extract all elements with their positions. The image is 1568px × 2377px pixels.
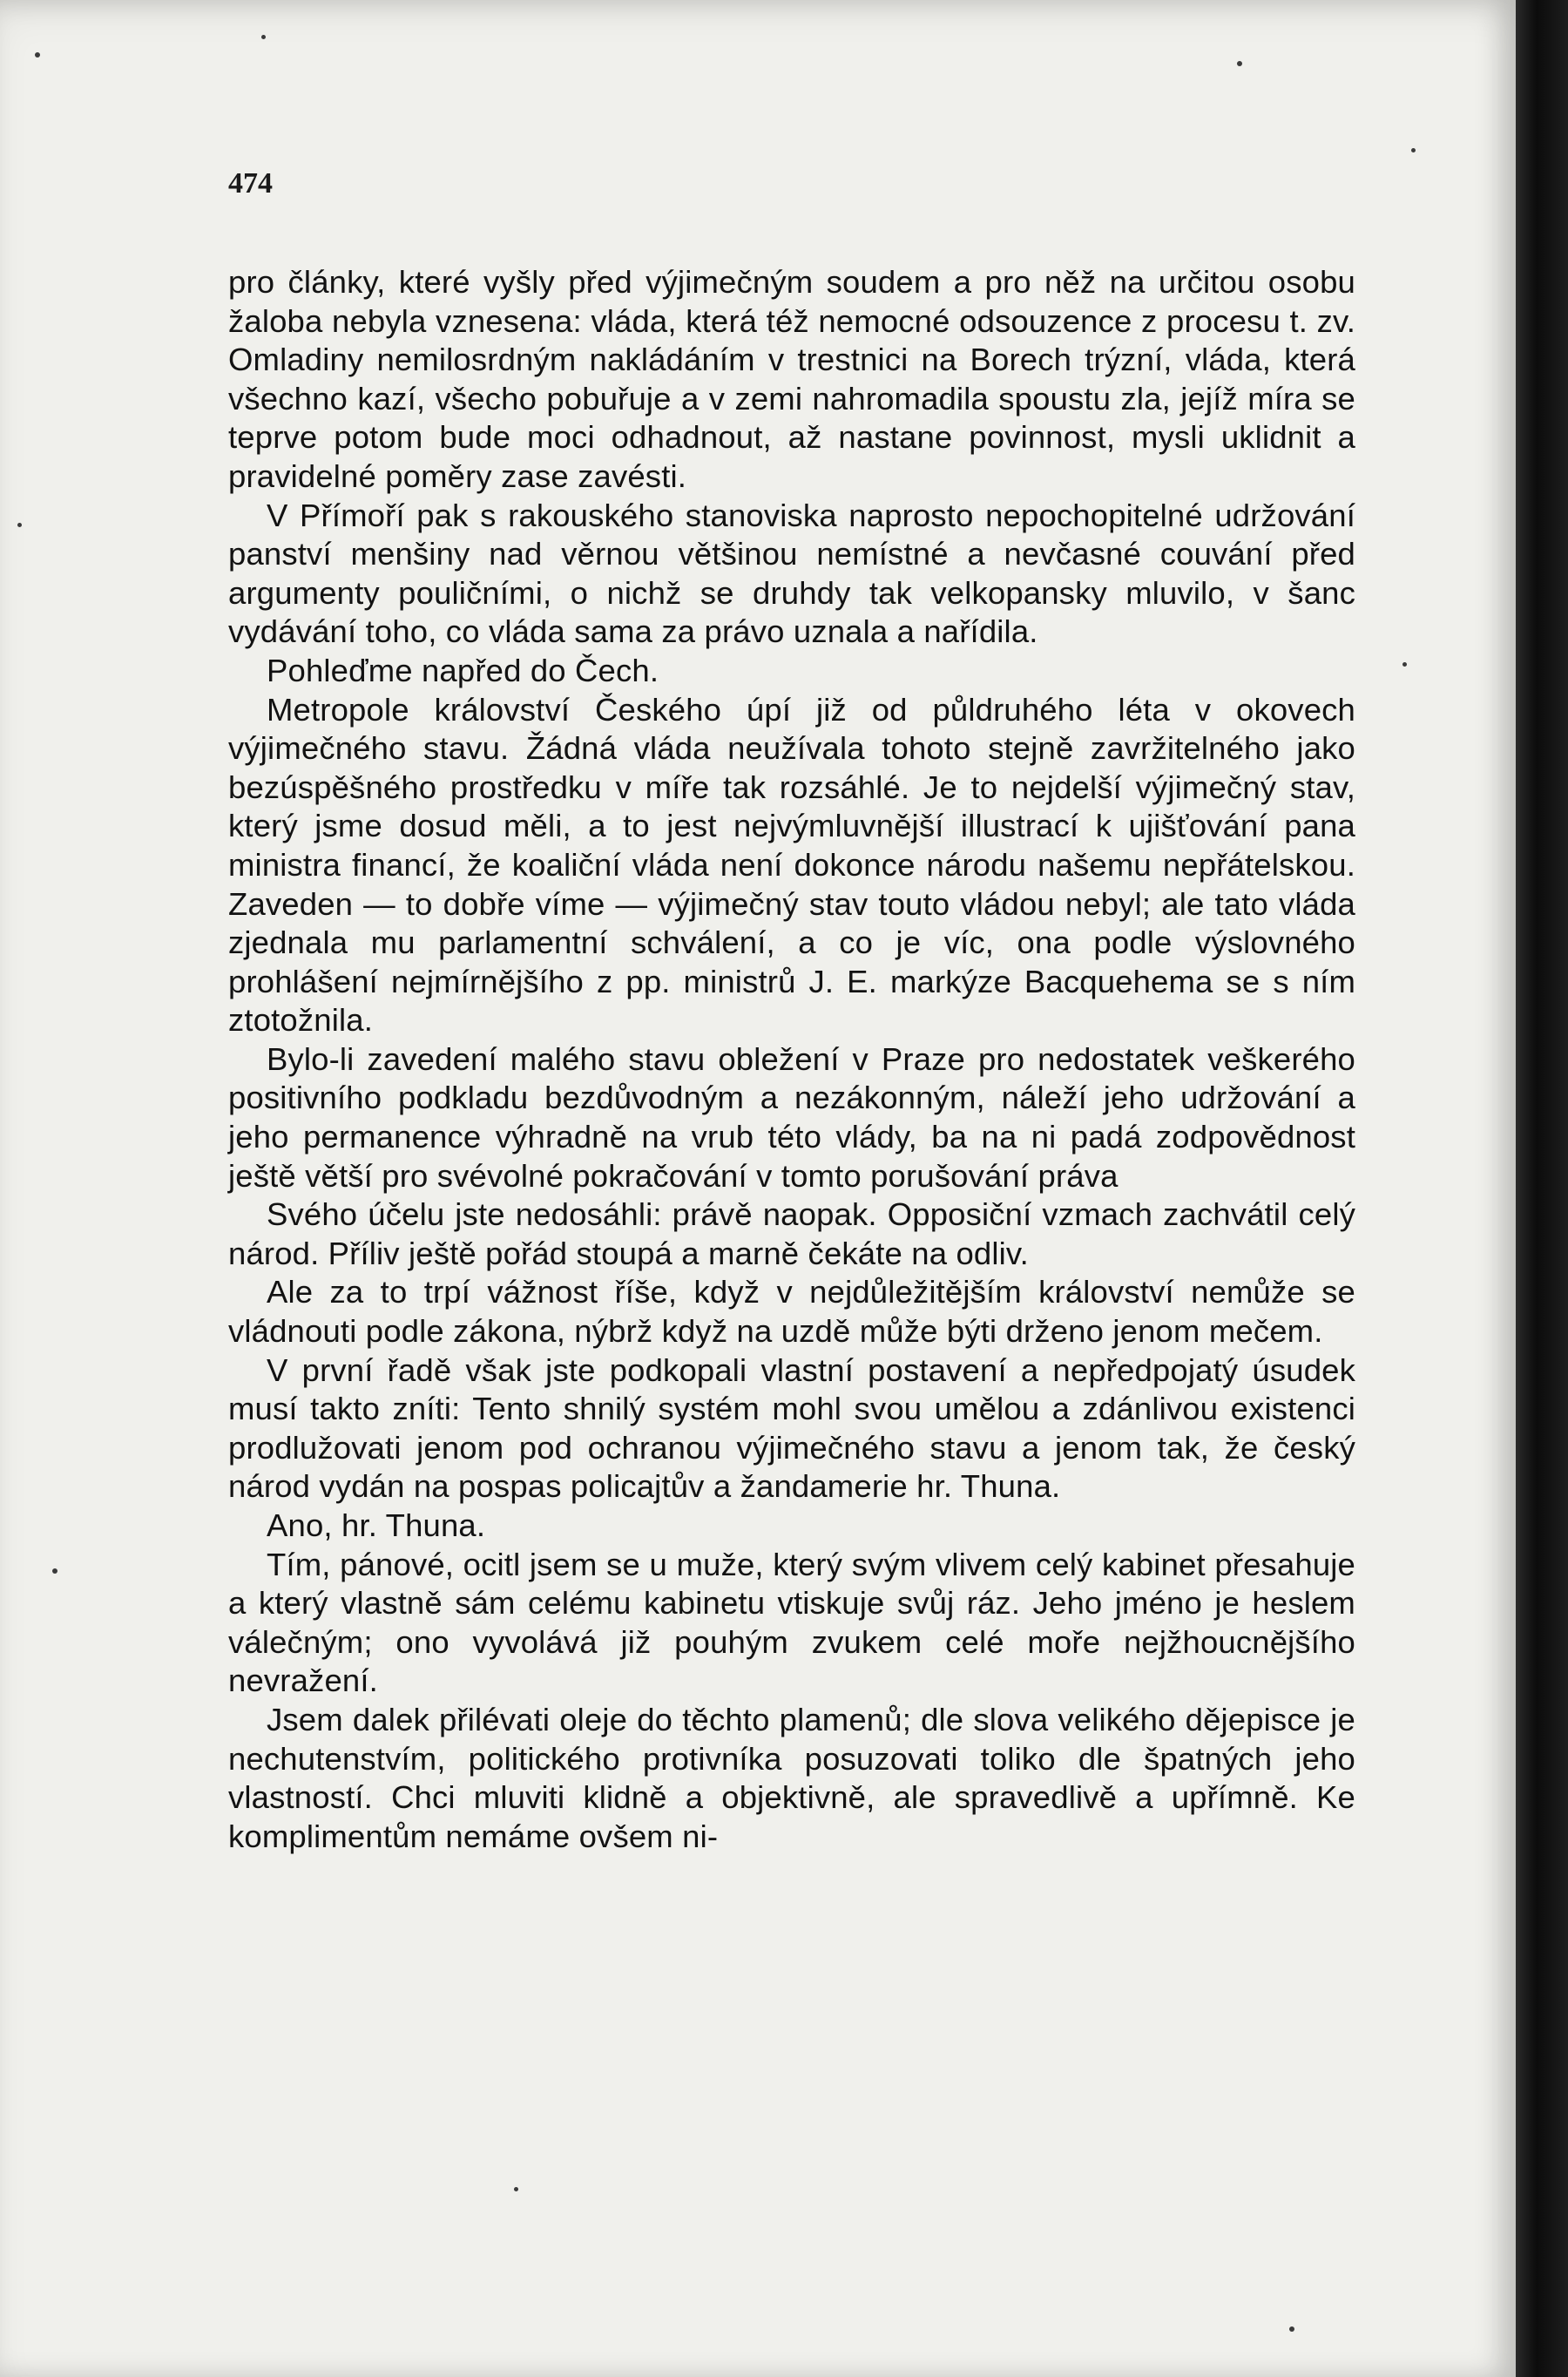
scan-speck (1402, 662, 1407, 667)
scan-speck (1237, 61, 1242, 66)
page-number: 474 (228, 167, 273, 200)
scan-speck (261, 35, 266, 39)
paragraph: Bylo-li zavedení malého stavu obležení v Praze pro nedostatek veškerého positivního podkladu bezdůvodným a nezákonným, náleží jeho udržování a jeho permanence výhradně na vrub této vlády, ba na ni padá zodpovědnost ještě větší pro svévolné pokračování v tomto porušování práva (228, 1040, 1355, 1194)
paragraph: Metropole království Českého úpí již od půldruhého léta v okovech výjimečného stavu. Žádná vláda neužívala tohoto stejně zavržitelného jako bezúspěšného prostředku v míře tak rozsáhlé. Je to nejdelší výjimečný stav, který jsme dosud měli, a to jest nejvýmluvnější illustrací k ujišťování pana ministra financí, že koaliční vláda není dokonce národu našemu nepřátelskou. Zaveden — to dobře víme — výjimečný stav touto vládou nebyl; ale tato vláda zjednala mu parlamentní schválení, a co je víc, ona podle výslovného prohlášení nejmírnějšího z pp. ministrů J. E. markýze Bacquehema se s ním ztotožnila. (228, 691, 1355, 1039)
scan-speck (1289, 2326, 1294, 2332)
paragraph: Ale za to trpí vážnost říše, když v nejdůležitějším království nemůže se vládnouti podle zákona, nýbrž když na uzdě může býti drženo jenom mečem. (228, 1274, 1355, 1350)
paragraph: Tím, pánové, ocitl jsem se u muže, který svým vlivem celý kabinet přesahuje a který vlastně sám celému kabinetu vtiskuje svůj ráz. Jeho jméno je heslem válečným; ono vyvolává již pouhým zvukem celé moře nejžhoucnějšího nevražení. (228, 1546, 1355, 1699)
scan-speck (514, 2187, 518, 2191)
paragraph: Jsem dalek přilévati oleje do těchto plamenů; dle slova velikého dějepisce je nechutenstvím, politického protivníka posuzovati toliko dle špatných jeho vlastností. Chci mluviti klidně a objektivně, ale spravedlivě a upřímně. Ke komplimentům nemáme ovšem ni- (228, 1701, 1355, 1854)
paragraph: Svého účelu jste nedosáhli: právě naopak. Opposiční vzmach zachvátil celý národ. Příliv ještě pořád stoupá a marně čekáte na odliv. (228, 1196, 1355, 1271)
paragraph: Ano, hr. Thuna. (267, 1507, 486, 1543)
scan-speck (1411, 148, 1416, 152)
page-shadow-edge (1516, 0, 1568, 2377)
paragraph: V Přímoří pak s rakouského stanoviska naprosto nepochopitelné udržování panství menšiny nad věrnou většinou nemístné a nevčasné couvání před argumenty pouličními, o nichž se druhdy tak velkopansky mluvilo, v šanc vydávání toho, co vláda sama za právo uznala a nařídila. (228, 497, 1355, 650)
paragraph: pro články, které vyšly před výjimečným soudem a pro něž na určitou osobu žaloba nebyla vznesena: vláda, která též nemocné odsouzence z procesu t. zv. Omladiny nemilosrdným nakládáním v trestnici na Borech trýzní, vláda, která všechno kazí, všecho pobuřuje a v zemi nahromadila spoustu zla, jejíž míra se teprve potom bude moci odhadnout, až nastane povinnost, mysli uklidnit a pravidelné poměry zase zavésti. (228, 264, 1355, 494)
paragraph: V první řadě však jste podkopali vlastní postavení a nepředpojatý úsudek musí takto zníti: Tento shnilý systém mohl svou umělou a zdánlivou existenci prodlužovati jenom pod ochranou výjimečného stavu a jenom tak, že český národ vydán na pospas policajtův a žandamerie hr. Thuna. (228, 1351, 1355, 1505)
scan-speck (52, 1568, 57, 1574)
scan-speck (17, 523, 22, 527)
body-text (228, 263, 1355, 1856)
paragraph: Pohleďme napřed do Čech. (267, 652, 659, 688)
scan-speck (35, 52, 40, 58)
